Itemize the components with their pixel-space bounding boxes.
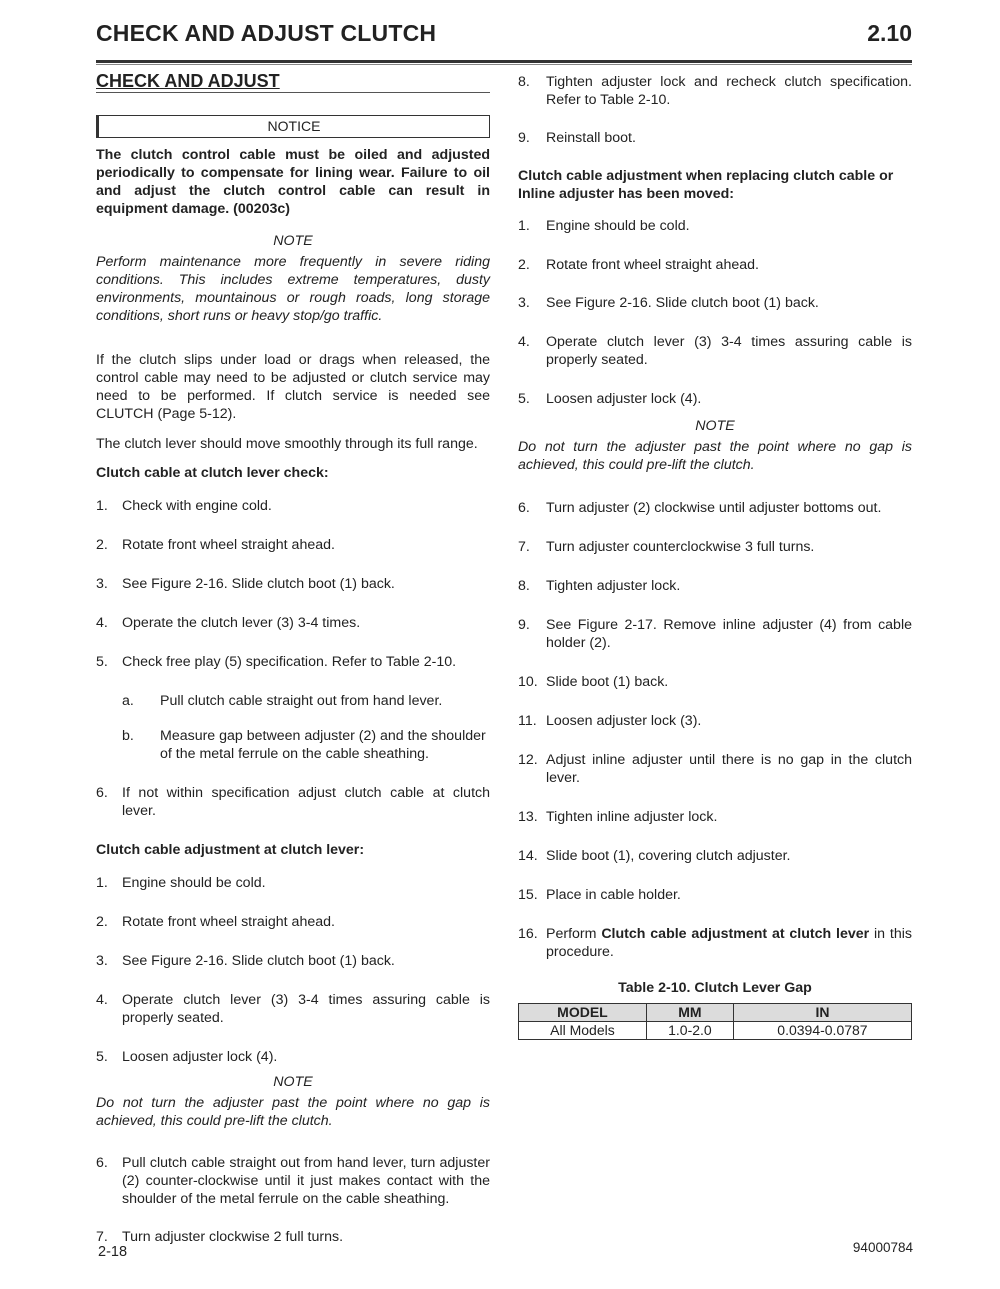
list-item: 2. Rotate front wheel straight ahead. <box>518 257 759 273</box>
note-label: NOTE <box>273 1074 313 1090</box>
list-item: 3. See Figure 2-16. Slide clutch boot (1) back. <box>96 576 395 592</box>
list-item: 4. Operate the clutch lever (3) 3-4 times. <box>96 615 361 631</box>
subheading: Clutch cable adjustment at clutch lever: <box>96 842 365 858</box>
subheading: Clutch cable adjustment when replacing clutch cable or Inline adjuster has been moved: <box>518 168 894 202</box>
list-item: 7. Turn adjuster clockwise 2 full turns. <box>96 1229 344 1245</box>
column-header: IN <box>733 1004 911 1022</box>
header-divider <box>96 60 912 63</box>
list-item: 10. Slide boot (1) back. <box>518 674 669 690</box>
sub-list-item: a. Pull clutch cable straight out from hand lever. <box>122 693 443 709</box>
note-text: Perform maintenance more frequently in severe riding conditions. This includes extreme temperatures, dusty environments, mountainous or rough roads, long storage conditions, short runs or heavy stop/go traffic. <box>96 254 490 324</box>
list-item: 6. Pull clutch cable straight out from hand lever, turn adjuster (2) counter-clockwise until it just makes contact with the shoulder of the metal ferrule on the cable sheathing. <box>96 1155 490 1207</box>
list-item: 7. Turn adjuster counterclockwise 3 full turns. <box>518 539 815 555</box>
list-item: 3. See Figure 2-16. Slide clutch boot (1) back. <box>96 953 395 969</box>
table-cell: 0.0394-0.0787 <box>733 1022 911 1040</box>
list-item: 4. Operate clutch lever (3) 3-4 times assuring cable is properly seated. <box>518 334 912 368</box>
list-item: 13. Tighten inline adjuster lock. <box>518 809 718 825</box>
table-cell: 1.0-2.0 <box>646 1022 733 1040</box>
table-caption: Table 2-10. Clutch Lever Gap <box>618 980 812 996</box>
note-text: Do not turn the adjuster past the point where no gap is achieved, this could pre-lift the clutch. <box>96 1095 490 1129</box>
paragraph: The clutch lever should move smoothly through its full range. <box>96 436 478 452</box>
list-item: 15. Place in cable holder. <box>518 887 681 903</box>
list-item: 5. Check free play (5) specification. Refer to Table 2-10. <box>96 654 457 670</box>
list-item: 6. If not within specification adjust clutch cable at clutch lever. <box>96 785 490 819</box>
list-item: 9. Reinstall boot. <box>518 130 636 146</box>
list-item: 14. Slide boot (1), covering clutch adjuster. <box>518 848 791 864</box>
list-item: 11. Loosen adjuster lock (3). <box>518 713 702 729</box>
note-label: NOTE <box>695 418 735 434</box>
list-item: 8. Tighten adjuster lock. <box>518 578 681 594</box>
page-number: 2-18 <box>98 1244 128 1260</box>
list-item: 2. Rotate front wheel straight ahead. <box>96 537 335 553</box>
notice-label: NOTICE <box>96 115 490 138</box>
column-header: MM <box>646 1004 733 1022</box>
table-row <box>519 1022 912 1040</box>
section-number: 2.10 <box>867 20 912 46</box>
document-number: 94000784 <box>852 1240 913 1255</box>
table-header-row <box>519 1004 912 1022</box>
list-item: 8. Tighten adjuster lock and recheck clutch specification. Refer to Table 2-10. <box>518 74 912 108</box>
notice-text: The clutch control cable must be oiled and adjusted periodically to compensate for lining wear. Failure to oil and adjust the clutch control cable can result in equipment damage. (00203c) <box>96 147 490 217</box>
header-divider-thin <box>96 64 912 65</box>
left-column <box>96 70 490 1246</box>
list-item: 3. See Figure 2-16. Slide clutch boot (1) back. <box>518 295 819 311</box>
right-column <box>518 73 912 1040</box>
subheading: Clutch cable at clutch lever check: <box>96 465 329 481</box>
list-item: 9. See Figure 2-17. Remove inline adjuster (4) from cable holder (2). <box>518 617 912 651</box>
list-item: 1. Engine should be cold. <box>518 218 690 234</box>
list-item: 16. Perform Clutch cable adjustment at clutch lever in this procedure. <box>518 926 912 960</box>
note-text: Do not turn the adjuster past the point where no gap is achieved, this could pre-lift the clutch. <box>518 439 912 473</box>
clutch-lever-gap-table <box>518 1003 912 1040</box>
list-item: 5. Loosen adjuster lock (4). <box>96 1049 278 1065</box>
list-item: 6. Turn adjuster (2) clockwise until adjuster bottoms out. <box>518 500 882 516</box>
page-title: CHECK AND ADJUST CLUTCH <box>96 20 437 46</box>
note-label: NOTE <box>273 233 313 249</box>
list-item: 4. Operate clutch lever (3) 3-4 times assuring cable is properly seated. <box>96 992 490 1026</box>
table-cell: All Models <box>519 1022 647 1040</box>
list-item: 12. Adjust inline adjuster until there is no gap in the clutch lever. <box>518 752 912 786</box>
section-title: CHECK AND ADJUST <box>96 72 490 93</box>
column-header: MODEL <box>519 1004 647 1022</box>
paragraph: If the clutch slips under load or drags when released, the control cable may need to be adjusted or clutch service may need to be performed. If clutch service is needed see CLUTCH (Page 5-12). <box>96 352 490 422</box>
list-item: 1. Check with engine cold. <box>96 498 272 514</box>
list-item: 5. Loosen adjuster lock (4). <box>518 391 702 407</box>
list-item: 1. Engine should be cold. <box>96 875 266 891</box>
sub-list-item: b. Measure gap between adjuster (2) and the shoulder of the metal ferrule on the cable sheathing. <box>122 728 486 762</box>
list-item: 2. Rotate front wheel straight ahead. <box>96 914 335 930</box>
